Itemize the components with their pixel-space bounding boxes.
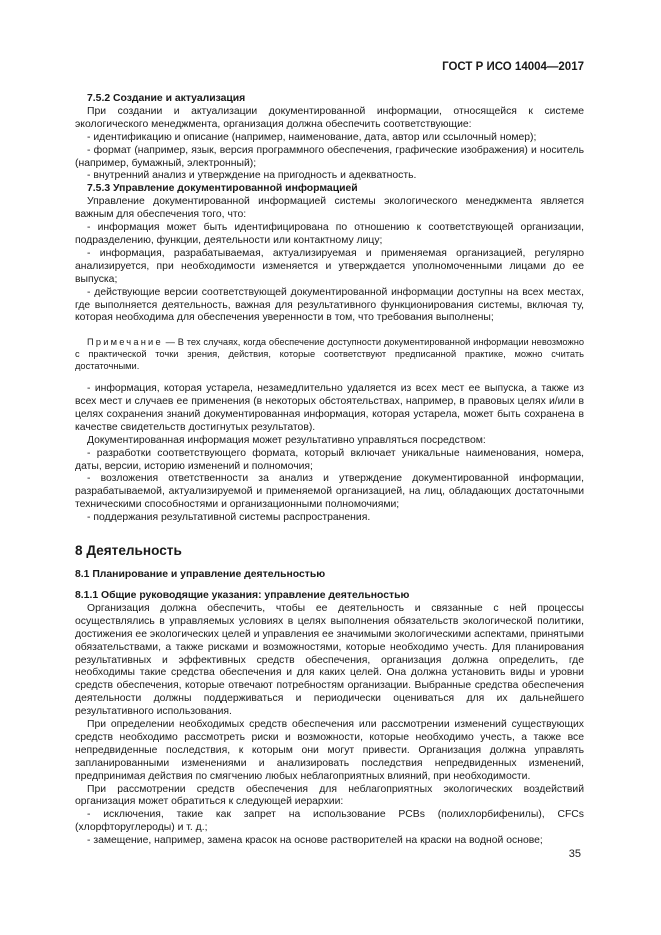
body-paragraph: При определении необходимых средств обеспечения или рассмотрении изменений существующих средств необходимо рассмотреть риски и возможности, которые необходимо учесть, а также все непредвиденные последствия, к которым они могут привести. Организация должна управлять запланированными изменениями и анализировать последствия непредвиденных изменений, предпринимая действия по смягчению любых неблагоприятных влияний, при необходимости. — [75, 719, 584, 782]
body-paragraph: При создании и актуализации документированной информации, относящейся к системе экологического менеджмента, организация должна обеспечить соответствующие: — [75, 105, 584, 130]
body-paragraph: - внутренний анализ и утверждение на пригодность и адекватность. — [87, 170, 417, 182]
section-heading: 8 Деятельность — [75, 543, 182, 559]
subsection-heading: 7.5.3 Управление документированной информацией — [87, 183, 358, 195]
subsection-heading: 8.1.1 Общие руководящие указания: управление деятельностью — [75, 589, 410, 601]
note-text: — В тех случаях, когда обеспечение доступности документированной информации невозможно с практической точки зрения, действия, которые соответствуют предписанной практике, можно считать достаточными. — [75, 337, 584, 371]
body-paragraph: Организация должна обеспечить, чтобы ее деятельность и связанные с ней процессы осуществлялись в управляемых условиях в целях выполнения обязательств экологической политики, достижения ее экологических целей и управления ее значимыми экологическими аспектами, принятыми обязательствами, а также рисками и возможностями, которые необходимо учесть. Для планирования результативных и эффективных средств обеспечения, организация должна определить, где необходимы такие средства обеспечения и для каких целей. Она должна установить виды и уровни средств обеспечения, которые отвечают потребностям организации. Выбранные средства обеспечения деятельности должны поддерживаться и периодически оцениваться для их дальнейшего результативного использования. — [75, 602, 584, 718]
body-paragraph: - замещение, например, замена красок на основе растворителей на краски на водной основе; — [87, 835, 543, 847]
body-paragraph: - формат (например, язык, версия программного обеспечения, графические изображения) и носитель (например, бумажный, электронный); — [75, 144, 584, 169]
document-header: ГОСТ Р ИСО 14004—2017 — [442, 61, 584, 73]
document-body — [75, 93, 584, 848]
note-paragraph — [75, 337, 584, 372]
body-paragraph: - идентификацию и описание (например, наименование, дата, автор или ссылочный номер); — [87, 131, 537, 143]
body-paragraph: - разработки соответствующего формата, который включает уникальные наименования, номера, даты, версии, историю изменений и полномочия; — [75, 447, 584, 472]
body-paragraph: - возложения ответственности за анализ и утверждение документированной информации, разрабатываемой, актуализируемой и применяемой организацией, на лиц, обладающих достаточными техническими способностями и организационными полномочиями; — [75, 473, 584, 511]
body-paragraph: - информация может быть идентифицирована по отношению к соответствующей организации, подразделению, функции, деятельности или контактному лицу; — [75, 222, 584, 246]
body-paragraph: - исключения, такие как запрет на использование PCBs (полихлорбифенилы), CFCs (хлорфторуглероды) и т. д.; — [75, 809, 584, 834]
subsection-heading: 8.1 Планирование и управление деятельностью — [75, 569, 326, 581]
body-paragraph: - поддержания результативной системы распространения. — [87, 512, 371, 524]
body-paragraph: - информация, которая устарела, незамедлительно удаляется из всех мест ее выпуска, а также из всех мест и случаев ее применения (в некоторых обстоятельствах, например, в правовых целях и/или в целях сохранения знаний документированная информация, которая устарела, может быть сохранена в качестве свидетельств достигнутых результатов). — [75, 383, 584, 433]
note-label: Примечание — [87, 337, 163, 348]
body-paragraph: При рассмотрении средств обеспечения для неблагоприятных экологических воздействий организация может обратиться к следующей иерархии: — [75, 783, 584, 808]
body-paragraph: - действующие версии соответствующей документированной информации доступны на всех местах, где выполняется деятельность, важная для результативного функционирования системы, включая ту, которая необходима для обеспечения уверенности в том, что требования выполнены; — [75, 286, 584, 324]
body-paragraph: - информация, разрабатываемая, актуализируемая и применяемая организацией, регулярно анализируется, при необходимости изменяется и утверждается уполномоченными лицами до ее выпуска; — [75, 247, 584, 285]
body-paragraph: Документированная информация может результативно управляться посредством: — [87, 434, 486, 446]
page-number: 35 — [568, 848, 581, 860]
body-paragraph: Управление документированной информацией системы экологического менеджмента является важным для обеспечения того, что: — [75, 196, 584, 221]
subsection-heading: 7.5.2 Создание и актуализация — [87, 93, 246, 104]
